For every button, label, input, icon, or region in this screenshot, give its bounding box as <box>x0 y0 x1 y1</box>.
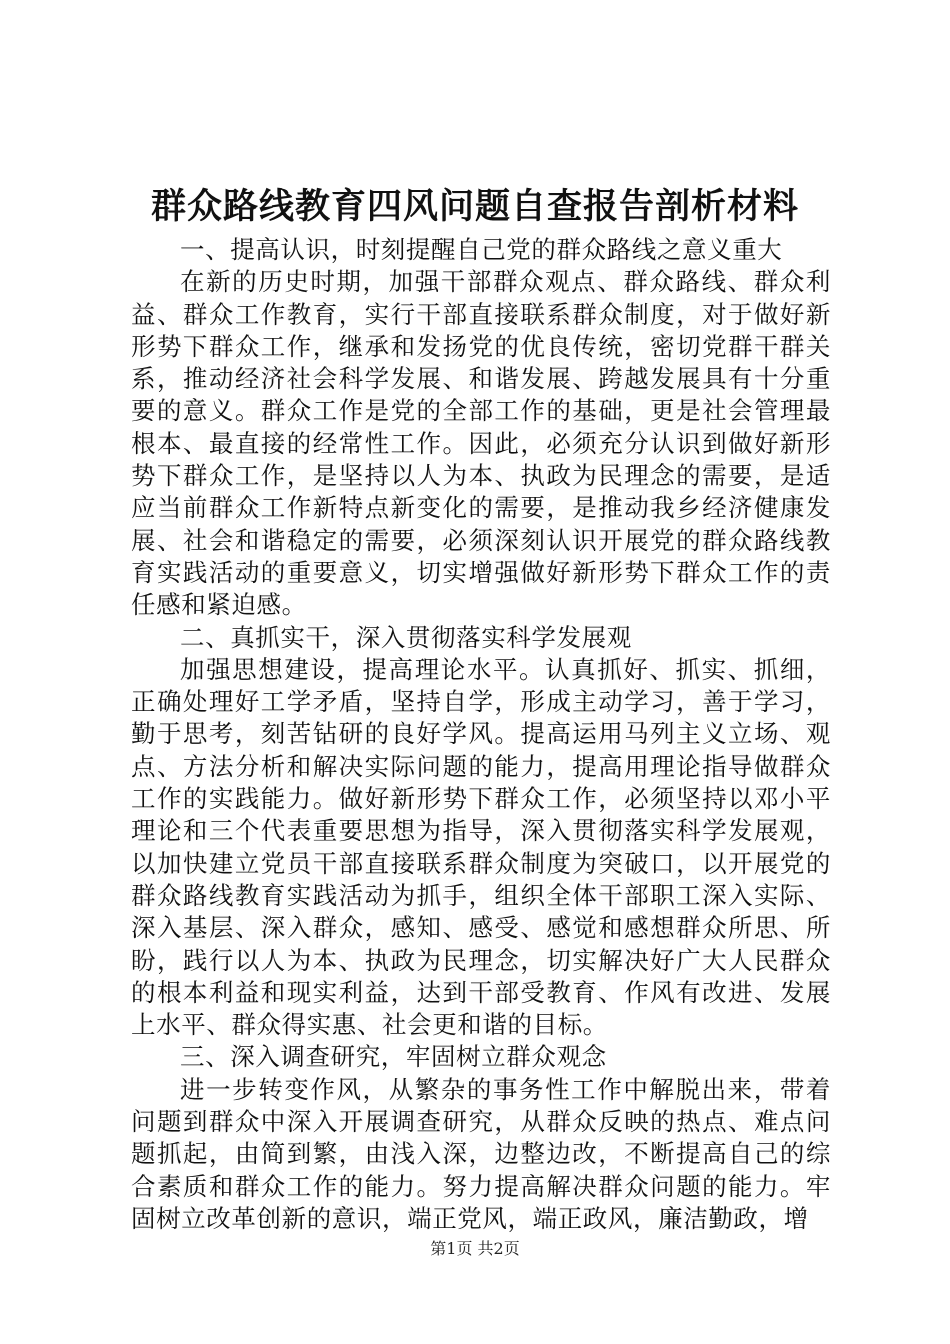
page-footer: 第1页 共2页 <box>430 1239 520 1258</box>
section-paragraph-3: 进一步转变作风，从繁杂的事务性工作中解脱出来，带着问题到群众中深入开展调查研究，从群众反映的热点、难点问题抓起，由简到繁，由浅入深，边整边改，不断提高自己的综合素质和群众工作的能力。努力提高解决群众问题的能力。牢固树立改革创新的意识，端正党风，端正政风，廉洁勤政，增 <box>131 1074 831 1233</box>
document-title: 群众路线教育四风问题自查报告剖析材料 <box>150 186 799 227</box>
section-paragraph-1: 在新的历史时期，加强干部群众观点、群众路线、群众利益、群众工作教育，实行干部直接联系群众制度，对于做好新形势下群众工作，继承和发扬党的优良传统，密切党群干群关系，推动经济社会科学发展、和谐发展、跨越发展具有十分重要的意义。群众工作是党的全部工作的基础，更是社会管理最根本、最直接的经常性工作。因此，必须充分认识到做好新形势下群众工作，是坚持以人为本、执政为民理念的需要，是适应当前群众工作新特点新变化的需要，是推动我乡经济健康发展、社会和谐稳定的需要，必须深刻认识开展党的群众路线教育实践活动的重要意义，切实增强做好新形势下群众工作的责任感和紧迫感。 <box>131 267 831 620</box>
section-heading-1: 一、提高认识，时刻提醒自己党的群众路线之意义重大 <box>180 235 783 264</box>
section-paragraph-2: 加强思想建设，提高理论水平。认真抓好、抓实、抓细，正确处理好工学矛盾，坚持自学，形成主动学习，善于学习，勤于思考，刻苦钻研的良好学风。提高运用马列主义立场、观点、方法分析和解决实际问题的能力，提高用理论指导做群众工作的实践能力。做好新形势下群众工作，必须坚持以邓小平理论和三个代表重要思想为指导，深入贯彻落实科学发展观，以加快建立党员干部直接联系群众制度为突破口，以开展党的群众路线教育实践活动为抓手，组织全体干部职工深入实际、深入基层、深入群众，感知、感受、感觉和感想群众所思、所盼，践行以人为本、执政为民理念，切实解决好广大人民群众的根本利益和现实利益，达到干部受教育、作风有改进、发展上水平、群众得实惠、社会更和谐的目标。 <box>131 654 831 1040</box>
section-heading-2: 二、真抓实干，深入贯彻落实科学发展观 <box>180 622 632 652</box>
document-body <box>131 234 831 1235</box>
section-heading-3: 三、深入调查研究，牢固树立群众观念 <box>180 1042 607 1072</box>
